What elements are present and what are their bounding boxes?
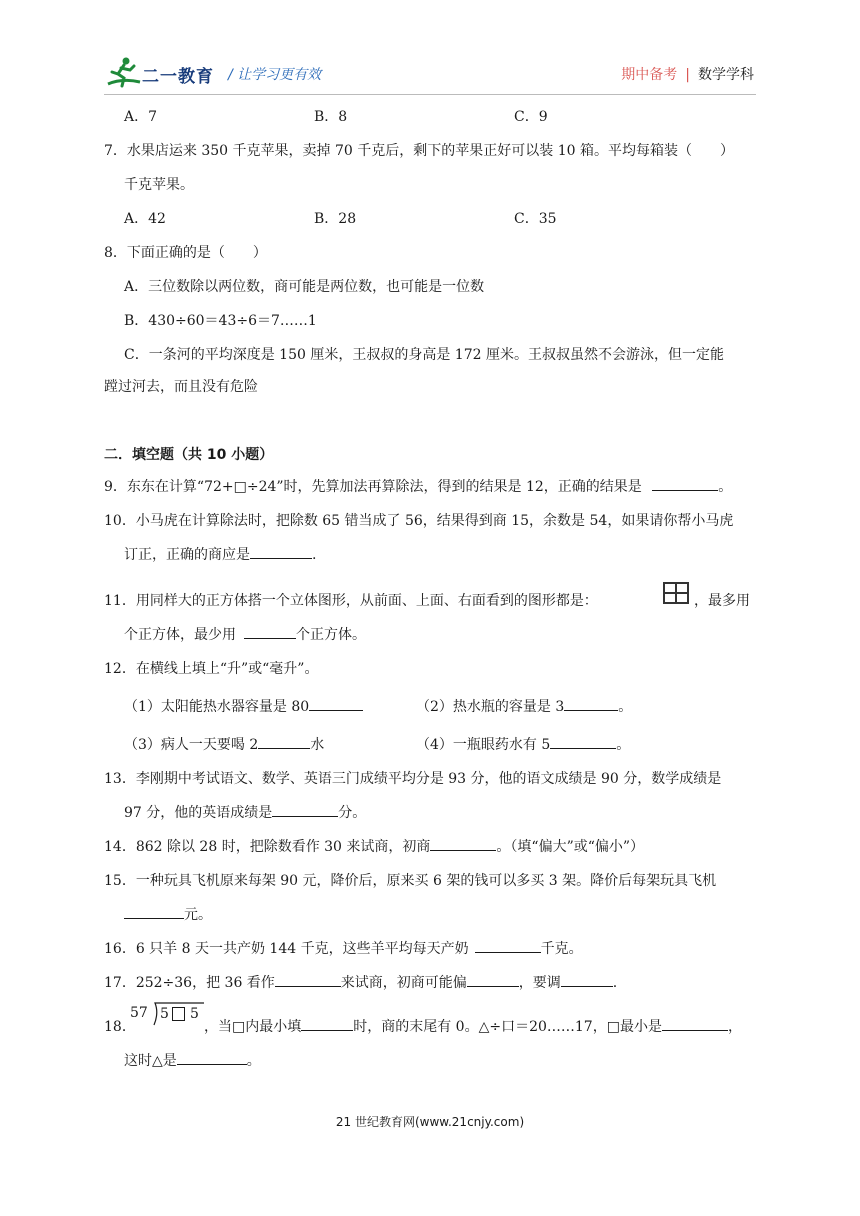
logo [104,56,216,90]
subject-label: 数学学科 [698,67,754,83]
q12-item-4-text: （4）一瓶眼药水有 5 [416,737,551,753]
q14-end: 。（填“偏大”或“偏小”） [496,839,645,855]
exam-label: 期中备考 [621,67,678,83]
q12-item-3-end: 水 [310,737,325,753]
q12-item-3-text: （3）病人一天要喝 2 [124,737,259,753]
q15-line2-end: 元。 [184,907,212,923]
q12-item-3 [124,734,324,754]
division-dividend-last: 5 [190,1006,199,1022]
q11-line2-end: 个正方体。 [296,627,366,643]
q15-line2 [124,904,212,924]
q18-line2 [124,1050,261,1070]
q18-part2-end: ， [727,1019,742,1035]
q17-part4: . [612,975,618,991]
q12-item-4 [416,734,630,754]
division-divisor: 57 [130,1005,148,1021]
q7-stem-line1: 7．水果店运来 350 千克苹果，卖掉 70 千克后，剩下的苹果正好可以装 10 箱。平均每箱装（ ） [104,143,734,159]
q8-option-b: B．430÷60＝43÷6＝7……1 [124,313,317,329]
q17-part3: ，要调 [518,975,561,991]
q6-option-c: C．9 [514,109,548,125]
q16-end: 千克。 [540,941,583,957]
q14-answer-blank[interactable] [430,836,496,851]
q9 [104,476,732,496]
q13-line2 [124,802,366,822]
q12-item-1-text: （1）太阳能热水器容量是 80 [124,699,310,715]
q12-item-2 [416,696,632,716]
logo-text: 二一教育 [142,67,214,87]
runner-logo-icon [104,56,144,90]
q7-option-c: C．35 [514,211,557,227]
q14-start: 14．862 除以 28 时，把除数看作 30 来试商，初商 [104,839,431,855]
section-title: 二．填空题（共 10 小题） [104,447,274,463]
q16-start: 16．6 只羊 8 天一共产奶 144 千克，这些羊平均每天产奶 [104,941,469,957]
q11-line1-start: 11．用同样大的正方体搭一个立体图形，从前面、上面、右面看到的图形都是： [104,593,598,609]
q10-line2-start: 订正，正确的商应是 [124,547,250,563]
q18-blank-1[interactable] [301,1016,353,1031]
q18-number: 18． [104,1019,136,1035]
q6-option-a: A．7 [124,109,158,125]
division-dividend-first: 5 [160,1006,169,1022]
q17 [104,972,617,992]
q7-stem-line2: 千克苹果。 [124,177,194,193]
q11-line2 [124,624,366,644]
page-footer: 21 世纪教育网(www.21cnjy.com) [335,1115,525,1129]
q14 [104,836,644,856]
q18-blank-2[interactable] [662,1016,728,1031]
q12-item-3-blank[interactable] [258,734,310,749]
q10-answer-blank[interactable] [250,544,312,559]
q13-line1: 13．李刚期中考试语文、数学、英语三门成绩平均分是 93 分，他的语文成绩是 90 分，数学成绩是 [104,771,722,787]
division-unknown-box[interactable] [172,1007,185,1021]
q12-item-4-blank[interactable] [550,734,616,749]
q17-part1: 17．252÷36，把 36 看作 [104,975,275,991]
q8-option-c-line1: C．一条河的平均深度是 150 厘米，王叔叔的身高是 172 厘米。王叔叔虽然不会游泳，但一定能 [124,347,724,363]
q13-line2-start: 97 分，他的英语成绩是 [124,805,273,821]
slogan: / 让学习更有效 [228,67,322,83]
q18-line2-end: 。 [246,1053,261,1069]
q13-answer-blank[interactable] [272,802,338,817]
q15-line1: 15．一种玩具飞机原来每架 90 元，降价后，原来买 6 架的钱可以多买 3 架。降价后每架玩具飞机 [104,873,717,889]
q18-line2-start: 这时△是 [124,1053,177,1069]
q9-end: 。 [718,479,733,495]
q8-option-c-line2: 蹚过河去，而且没有危险 [104,379,258,395]
header-divider [104,94,756,95]
q12-item-2-blank[interactable] [564,696,618,711]
q9-text: 9．东东在计算“72+□÷24”时，先算加法再算除法，得到的结果是 12，正确的结果是 [104,479,642,495]
q9-answer-blank[interactable] [652,476,718,491]
q18-line1 [204,1016,742,1036]
q18-blank-3[interactable] [177,1050,247,1065]
q10-line1: 10．小马虎在计算除法时，把除数 65 错当成了 56，结果得到商 15，余数是 54，如果请你帮小马虎 [104,513,734,529]
q12-item-2-text: （2）热水瓶的容量是 3 [416,699,565,715]
q12-item-2-end: 。 [618,699,633,715]
q8-option-a: A．三位数除以两位数，商可能是两位数，也可能是一位数 [124,279,485,295]
q18-part2: 时，商的末尾有 0。△÷口＝20……17，□最小是 [353,1019,662,1035]
q17-blank-2[interactable] [467,972,519,987]
q8-stem: 8．下面正确的是（ ） [104,245,267,261]
long-division-figure [128,1001,208,1031]
q11-line1 [104,590,598,610]
q12-item-4-end: 。 [616,737,631,753]
q17-blank-1[interactable] [275,972,341,987]
q7-option-b: B．28 [314,211,357,227]
four-squares-grid-icon [663,582,689,604]
q12-stem: 12．在横线上填上“升”或“毫升”。 [104,661,319,677]
q18-part1: ，当□内最小填 [204,1019,302,1035]
q10-line2 [124,544,316,564]
q11-answer-blank[interactable] [244,624,296,639]
q17-part2: 来试商，初商可能偏 [340,975,467,991]
q16 [104,938,583,958]
header-separator: | [685,67,690,83]
q10-line2-end: . [312,547,317,563]
q11-line2-start: 个正方体，最少用 [124,627,236,643]
q16-answer-blank[interactable] [475,938,541,953]
q15-answer-blank[interactable] [124,904,184,919]
q7-option-a: A．42 [124,211,166,227]
header-right [621,64,754,84]
q12-item-1-blank[interactable] [309,696,363,711]
q13-line2-end: 分。 [338,805,367,821]
q12-item-1 [124,696,363,716]
q17-blank-3[interactable] [561,972,613,987]
q11-line1-end: ，最多用 [694,593,750,609]
q6-option-b: B．8 [314,109,348,125]
